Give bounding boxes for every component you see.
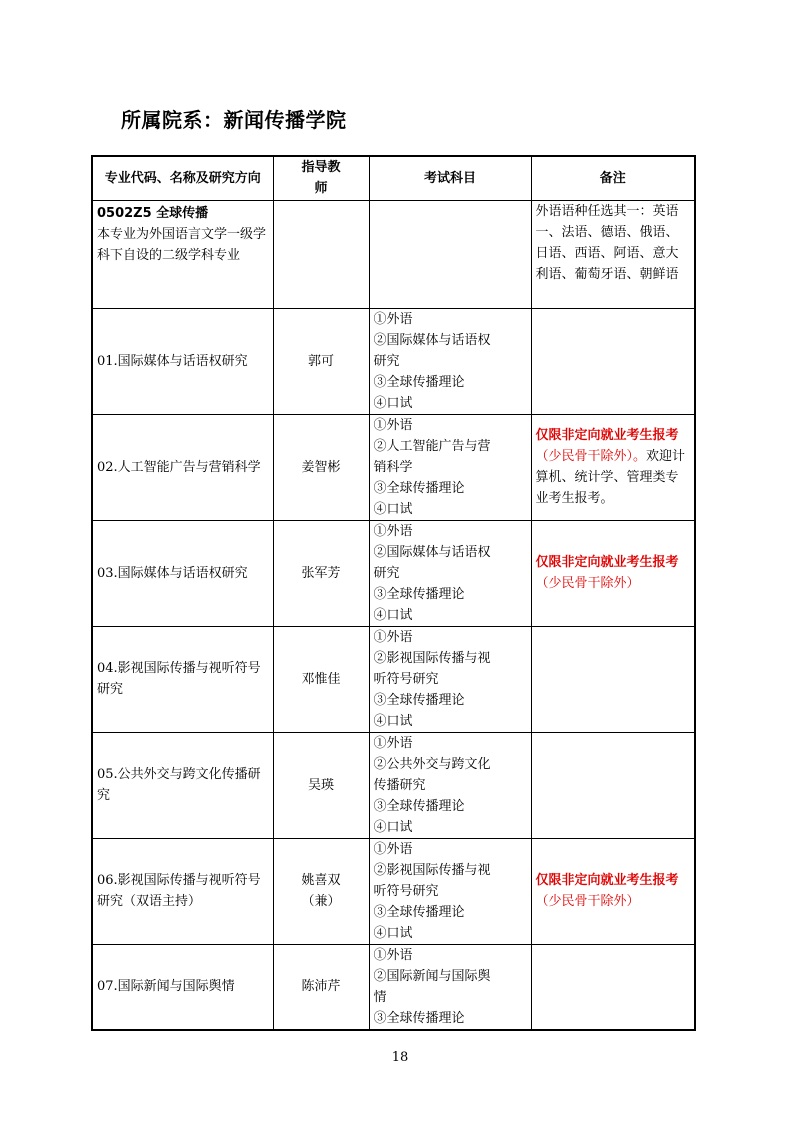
page-title: 所属院系：新闻传播学院 <box>121 108 347 132</box>
header-remark: 备注 <box>531 156 695 200</box>
subject-line: ②人工智能广告与营 <box>373 438 491 454</box>
remark-cell <box>531 414 695 520</box>
subject-line: ④口试 <box>373 501 413 517</box>
subject-line: ②国际媒体与话语权 <box>373 544 491 560</box>
subject-line: ①外语 <box>373 841 413 857</box>
subject-line: ③全球传播理论 <box>373 798 465 814</box>
subjects-cell <box>369 414 531 520</box>
subject-line: 听符号研究 <box>373 883 439 899</box>
program-exam-empty <box>369 200 531 308</box>
subject-line: ②影视国际传播与视 <box>373 862 491 878</box>
subject-line: ①外语 <box>373 417 413 433</box>
program-table <box>91 155 696 1031</box>
restriction-strong: 仅限非定向就业考生报考 <box>535 873 679 888</box>
advisor-cell: 陈沛芹 <box>273 944 369 1030</box>
subject-line: ④口试 <box>373 607 413 623</box>
direction-cell: 01.国际媒体与话语权研究 <box>92 308 273 414</box>
subject-line: 研究 <box>373 565 400 581</box>
subject-line: ①外语 <box>373 735 413 751</box>
program-code-name: 0502Z5 全球传播 <box>97 205 209 221</box>
remark-cell <box>531 626 695 732</box>
restriction-strong: 仅限非定向就业考生报考 <box>535 555 679 570</box>
direction-cell: 04.影视国际传播与视听符号研究 <box>92 626 273 732</box>
page-number: 18 <box>391 1050 409 1065</box>
subject-line: ③全球传播理论 <box>373 586 465 602</box>
direction-cell: 02.人工智能广告与营销科学 <box>92 414 273 520</box>
table-row <box>92 520 695 626</box>
table-row <box>92 838 695 944</box>
restriction-weak: （少民骨干除外） <box>535 894 640 909</box>
subject-line: 传播研究 <box>373 777 426 793</box>
subject-line: ①外语 <box>373 629 413 645</box>
program-row <box>92 200 695 308</box>
header-row <box>92 156 695 200</box>
remark-cell <box>531 308 695 414</box>
subject-line: ④口试 <box>373 713 413 729</box>
subject-line: ②公共外交与跨文化 <box>373 756 491 772</box>
table-row <box>92 308 695 414</box>
table-row <box>92 626 695 732</box>
header-advisor: 指导教师 <box>273 156 369 200</box>
advisor-cell: 张军芳 <box>273 520 369 626</box>
subjects-cell <box>369 626 531 732</box>
program-info <box>92 200 273 308</box>
remark-cell <box>531 838 695 944</box>
advisor-cell: 郭可 <box>273 308 369 414</box>
advisor-note: （兼） <box>301 894 341 909</box>
subjects-cell <box>369 308 531 414</box>
direction-cell: 03.国际媒体与话语权研究 <box>92 520 273 626</box>
subject-line: ①外语 <box>373 947 413 963</box>
subject-line: ③全球传播理论 <box>373 480 465 496</box>
subject-line: ②影视国际传播与视 <box>373 650 491 666</box>
subjects-cell <box>369 520 531 626</box>
subject-line: 听符号研究 <box>373 671 439 687</box>
remark-cell <box>531 520 695 626</box>
remark-cell <box>531 732 695 838</box>
subject-line: 情 <box>373 989 387 1005</box>
restriction-strong: 仅限非定向就业考生报考 <box>535 428 679 443</box>
direction-cell: 06.影视国际传播与视听符号研究（双语主持） <box>92 838 273 944</box>
subject-line: ①外语 <box>373 523 413 539</box>
subjects-cell <box>369 838 531 944</box>
subject-line: ③全球传播理论 <box>373 374 465 390</box>
advisor-cell: 吴瑛 <box>273 732 369 838</box>
subject-line: ④口试 <box>373 819 413 835</box>
advisor-cell: 邓惟佳 <box>273 626 369 732</box>
subject-line: ②国际媒体与话语权 <box>373 332 491 348</box>
subject-line: 销科学 <box>373 459 413 475</box>
subjects-cell <box>369 944 531 1030</box>
table-row <box>92 732 695 838</box>
advisor-cell: 姜智彬 <box>273 414 369 520</box>
subject-line: 研究 <box>373 353 400 369</box>
subject-line: ③全球传播理论 <box>373 1010 465 1026</box>
subject-line: ④口试 <box>373 395 413 411</box>
subject-line: ④口试 <box>373 925 413 941</box>
direction-cell: 05.公共外交与跨文化传播研究 <box>92 732 273 838</box>
table-row <box>92 944 695 1030</box>
subject-line: ①外语 <box>373 311 413 327</box>
remark-cell <box>531 944 695 1030</box>
direction-cell: 07.国际新闻与国际舆情 <box>92 944 273 1030</box>
program-remark: 外语语种任选其一：英语一、法语、德语、俄语、日语、西语、阿语、意大利语、葡萄牙语、朝鲜语 <box>531 200 695 308</box>
program-advisor-empty <box>273 200 369 308</box>
subject-line: ②国际新闻与国际舆 <box>373 968 491 984</box>
table-row <box>92 414 695 520</box>
restriction-extra: 欢迎计算机、统计学、管理类专业考生报考。 <box>535 449 686 506</box>
subject-line: ③全球传播理论 <box>373 692 465 708</box>
restriction-weak: （少民骨干除外） <box>535 576 640 591</box>
advisor-cell <box>273 838 369 944</box>
subjects-cell <box>369 732 531 838</box>
header-major: 专业代码、名称及研究方向 <box>92 156 273 200</box>
subject-line: ③全球传播理论 <box>373 904 465 920</box>
restriction-weak: （少民骨干除外）。 <box>535 449 647 464</box>
advisor-name: 姚喜双 <box>301 873 341 888</box>
header-exam: 考试科目 <box>369 156 531 200</box>
program-description: 本专业为外国语言文学一级学科下自设的二级学科专业 <box>97 226 267 263</box>
